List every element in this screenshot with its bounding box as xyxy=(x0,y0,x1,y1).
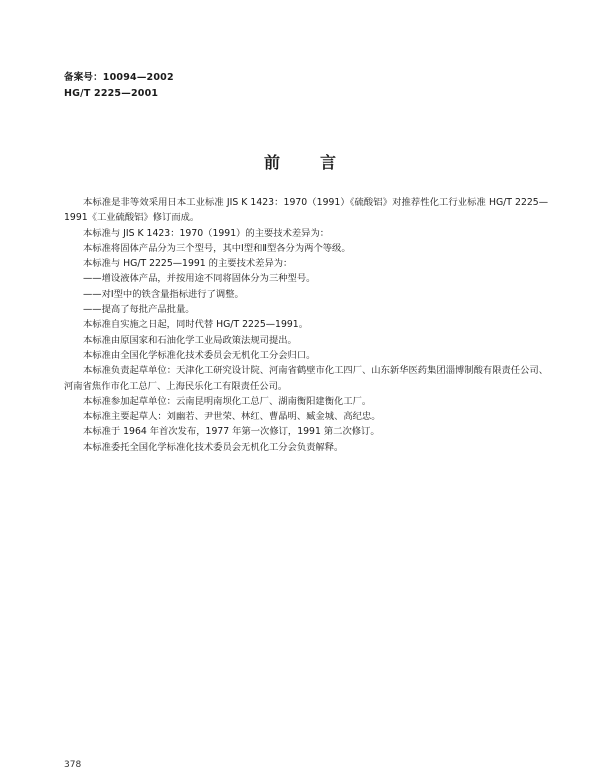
paragraph: 本标准是非等效采用日本工业标准 JIS K 1423：1970（1991）《硫酸铝》对推荐性化工行业标准 HG/T 2225—1991《工业硫酸铝》修订而成。 xyxy=(64,197,548,224)
list-item: ——对Ⅰ型中的铁含量指标进行了调整。 xyxy=(83,288,244,300)
paragraph: 本标准参加起草单位：云南昆明南坝化工总厂、湖南衡阳建衡化工厂。 xyxy=(83,395,372,407)
paragraph: 本标准于 1964 年首次发布，1977 年第一次修订，1991 第二次修订。 xyxy=(83,426,380,438)
paragraph: 本标准由全国化学标准化技术委员会无机化工分会归口。 xyxy=(83,349,316,361)
paragraph: 本标准将固体产品分为三个型号，其中Ⅰ型和Ⅱ型各分为两个等级。 xyxy=(83,242,351,254)
standard-code: HG/T 2225—2001 xyxy=(64,88,159,99)
paragraph: 本标准负责起草单位：天津化工研究设计院、河南省鹤壁市化工四厂、山东新华医药集团淄博制酸有限责任公司、河南省焦作市化工总厂、上海民乐化工有限责任公司。 xyxy=(64,365,548,392)
paragraph: 本标准委托全国化学标准化技术委员会无机化工分会负责解释。 xyxy=(83,441,344,453)
paragraph: 本标准自实施之日起，同时代替 HG/T 2225—1991。 xyxy=(83,319,308,331)
paragraph: 本标准与 JIS K 1423：1970（1991）的主要技术差异为： xyxy=(83,227,330,239)
paragraph: 本标准由原国家和石油化学工业局政策法规司提出。 xyxy=(83,334,297,346)
page-title: 前言 xyxy=(263,153,376,172)
paragraph: 本标准主要起草人：刘幽若、尹世荣、林红、曹晶明、臧金城、高纪忠。 xyxy=(83,411,381,423)
list-item: ——增设液体产品，并按用途不同将固体分为三种型号。 xyxy=(83,273,316,285)
record-number: 备案号：10094—2002 xyxy=(64,72,174,83)
paragraph: 本标准与 HG/T 2225—1991 的主要技术差异为： xyxy=(83,258,293,270)
header-meta xyxy=(64,70,174,102)
list-item: ——提高了每批产品批量。 xyxy=(83,304,195,316)
page-number: 378 xyxy=(64,760,82,770)
foreword-body xyxy=(64,195,548,455)
